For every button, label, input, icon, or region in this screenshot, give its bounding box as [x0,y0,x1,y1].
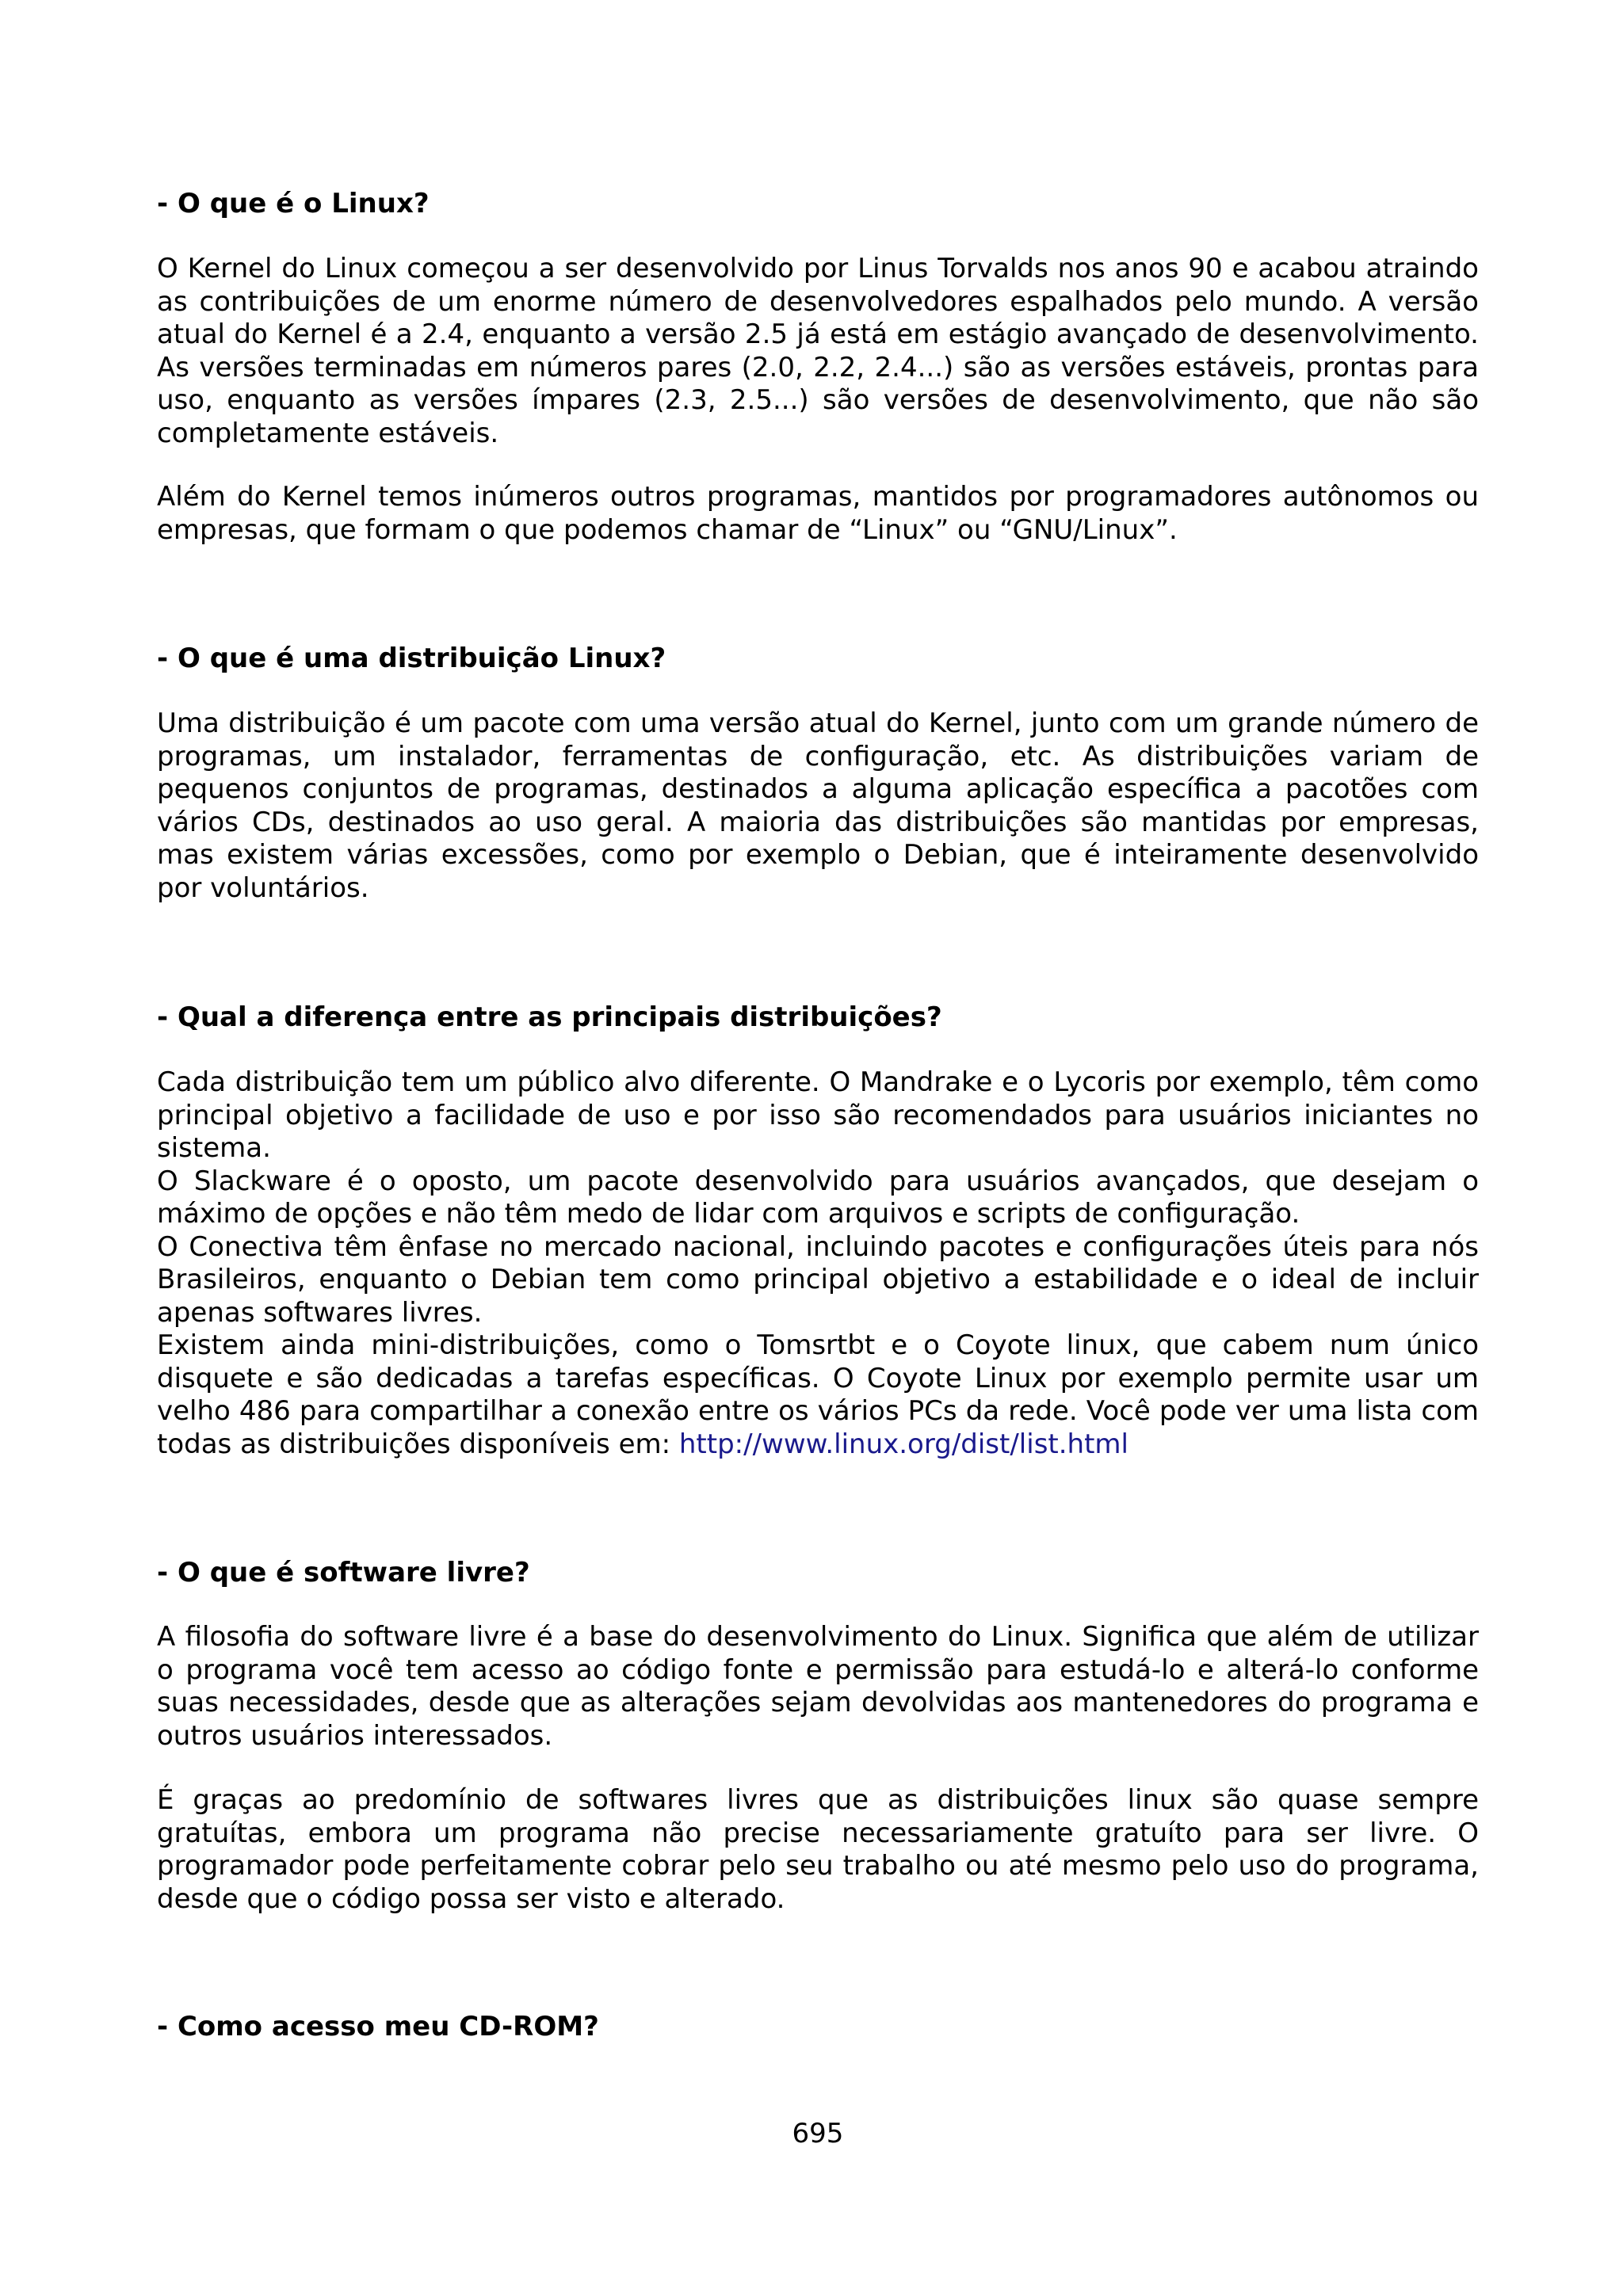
paragraph-other-programs: Além do Kernel temos inúmeros outros programas, mantidos por programadores autônomos ou empresas, que formam o que podemos chamar de “Linux” ou “GNU/Linux”. [157,481,1479,546]
section-heading-what-is-distribution: - O que é uma distribuição Linux? [157,643,666,674]
paragraph-free-software-philosophy: A filosofia do software livre é a base do desenvolvimento do Linux. Significa que além de utilizar o programa você tem acesso ao código fonte e permissão para estudá-lo e alterá-lo conforme suas necessidades, desde que as alterações sejam devolvidas aos mantenedores do programa e outros usuários interessados. [157,1621,1479,1752]
section-heading-free-software: - O que é software livre? [157,1557,530,1589]
mini-distributions-text: Existem ainda mini-distribuições, como o Tomsrtbt e o Coyote linux, que cabem num único disquete e são dedicadas a tarefas específicas. O Coyote Linux por exemplo permite usar um velho 486 para compartilhar a conexão entre os vários PCs da rede. Você pode ver uma lista com todas as distribuições disponíveis em: [157,1329,1479,1460]
paragraph-free-software-gratis: É graças ao predomínio de softwares livres que as distribuições linux são quase sempre gratuítas, embora um programa não precise necessariamente gratuíto para ser livre. O programador pode perfeitamente cobrar pelo seu trabalho ou até mesmo pelo uso do programa, desde que o código possa ser visto e alterado. [157,1784,1479,1915]
section-heading-distribution-differences: - Qual a diferença entre as principais distribuições? [157,1001,942,1033]
section-heading-cdrom-access: - Como acesso meu CD-ROM? [157,2011,599,2042]
text-conectiva-debian: O Conectiva têm ênfase no mercado nacional, incluindo pacotes e configurações úteis para nós Brasileiros, enquanto o Debian tem como principal objetivo a estabilidade e o ideal de incluir apenas softwares livres. [157,1230,1479,1329]
paragraph-distribution-definition: Uma distribuição é um pacote com uma versão atual do Kernel, junto com um grande número de programas, um instalador, ferramentas de configuração, etc. As distribuições variam de pequenos conjuntos de programas, destinados a alguma aplicação específica a pacotões com vários CDs, destinados ao uso geral. A maioria das distribuições são mantidas por empresas, mas existem várias excessões, como por exemplo o Debian, que é inteiramente desenvolvido por voluntários. [157,707,1479,904]
distribution-list-link[interactable]: http://www.linux.org/dist/list.html [678,1428,1129,1460]
paragraph-distribution-differences [157,1066,1479,1461]
section-heading-what-is-linux: - O que é o Linux? [157,188,430,219]
paragraph-kernel-history: O Kernel do Linux começou a ser desenvolvido por Linus Torvalds nos anos 90 e acabou atraindo as contribuições de um enorme número de desenvolvedores espalhados pelo mundo. A versão atual do Kernel é a 2.4, enquanto a versão 2.5 já está em estágio avançado de desenvolvimento. As versões terminadas em números pares (2.0, 2.2, 2.4...) são as versões estáveis, prontas para uso, enquanto as versões ímpares (2.3, 2.5...) são versões de desenvolvimento, que não são completamente estáveis. [157,253,1479,449]
page-number: 695 [792,2118,844,2149]
text-slackware: O Slackware é o oposto, um pacote desenvolvido para usuários avançados, que desejam o máximo de opções e não têm medo de lidar com arquivos e scripts de configuração. [157,1165,1479,1230]
text-mandrake-lycoris: Cada distribuição tem um público alvo diferente. O Mandrake e o Lycoris por exemplo, têm como principal objetivo a facilidade de uso e por isso são recomendados para usuários iniciantes no sistema. [157,1066,1479,1164]
document-page [157,0,1479,2296]
text-mini-distributions [157,1329,1479,1461]
